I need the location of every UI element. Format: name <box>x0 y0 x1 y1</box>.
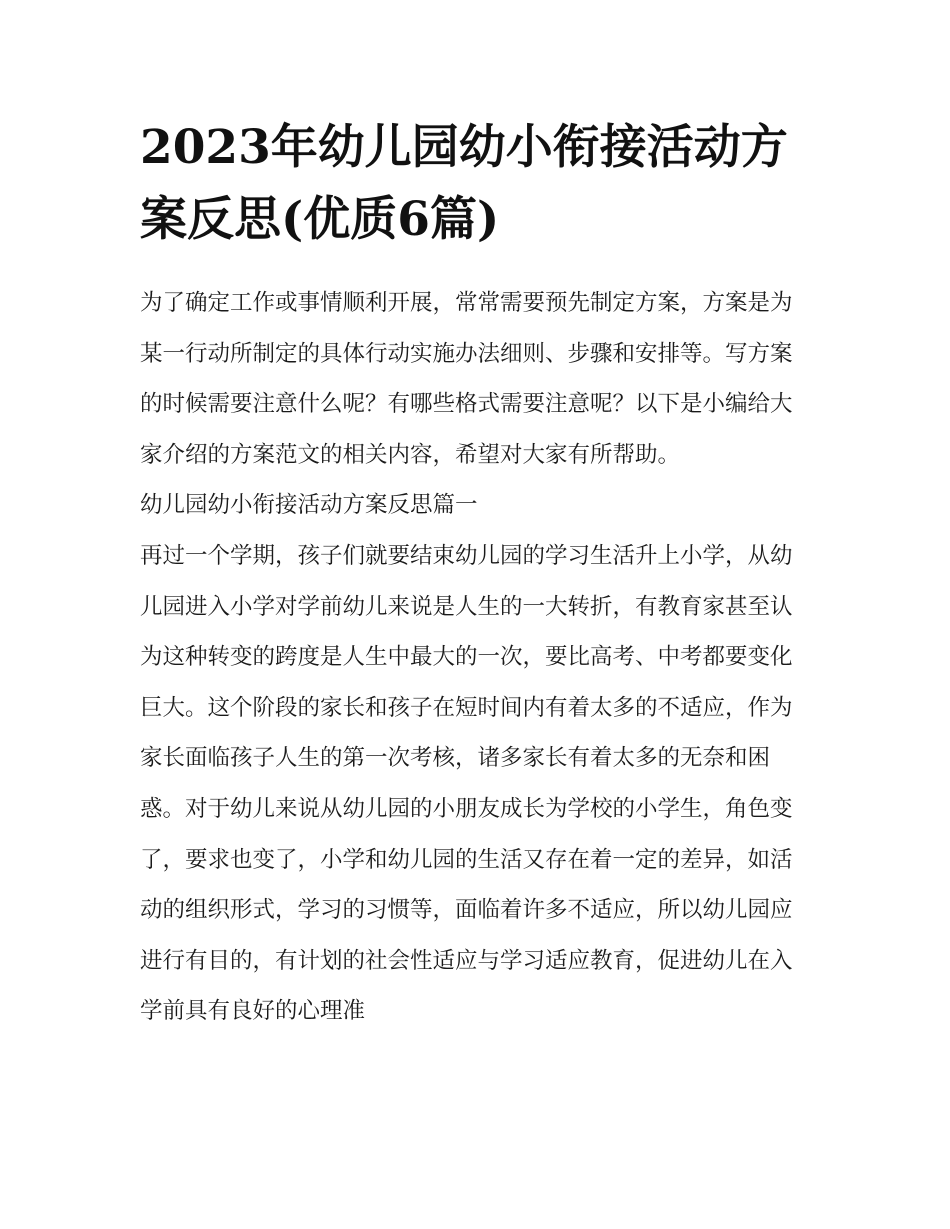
intro-paragraph: 为了确定工作或事情顺利开展，常常需要预先制定方案，方案是为某一行动所制定的具体行动实施办法细则、步骤和安排等。写方案的时候需要注意什么呢？有哪些格式需要注意呢？以下是小编给大家介绍的方案范文的相关内容，希望对大家有所帮助。 <box>140 290 793 468</box>
document-body <box>140 278 812 1037</box>
document-title: 2023年幼儿园幼小衔接活动方案反思(优质6篇) <box>140 120 788 247</box>
section-paragraph: 再过一个学期，孩子们就要结束幼儿园的学习生活升上小学，从幼儿园进入小学对学前幼儿来说是人生的一大转折，有教育家甚至认为这种转变的跨度是人生中最大的一次，要比高考、中考都要变化巨大。这个阶段的家长和孩子在短时间内有着太多的不适应，作为家长面临孩子人生的第一次考核，诸多家长有着太多的无奈和困惑。对于幼儿来说从幼儿园的小朋友成长为学校的小学生，角色变了，要求也变了，小学和幼儿园的生活又存在着一定的差异，如活动的组织形式，学习的习惯等，面临着许多不适应，所以幼儿园应进行有目的，有计划的社会性适应与学习适应教育，促进幼儿在入学前具有良好的心理准 <box>140 542 793 1025</box>
section-heading: 幼儿园幼小衔接活动方案反思篇一 <box>140 492 478 519</box>
